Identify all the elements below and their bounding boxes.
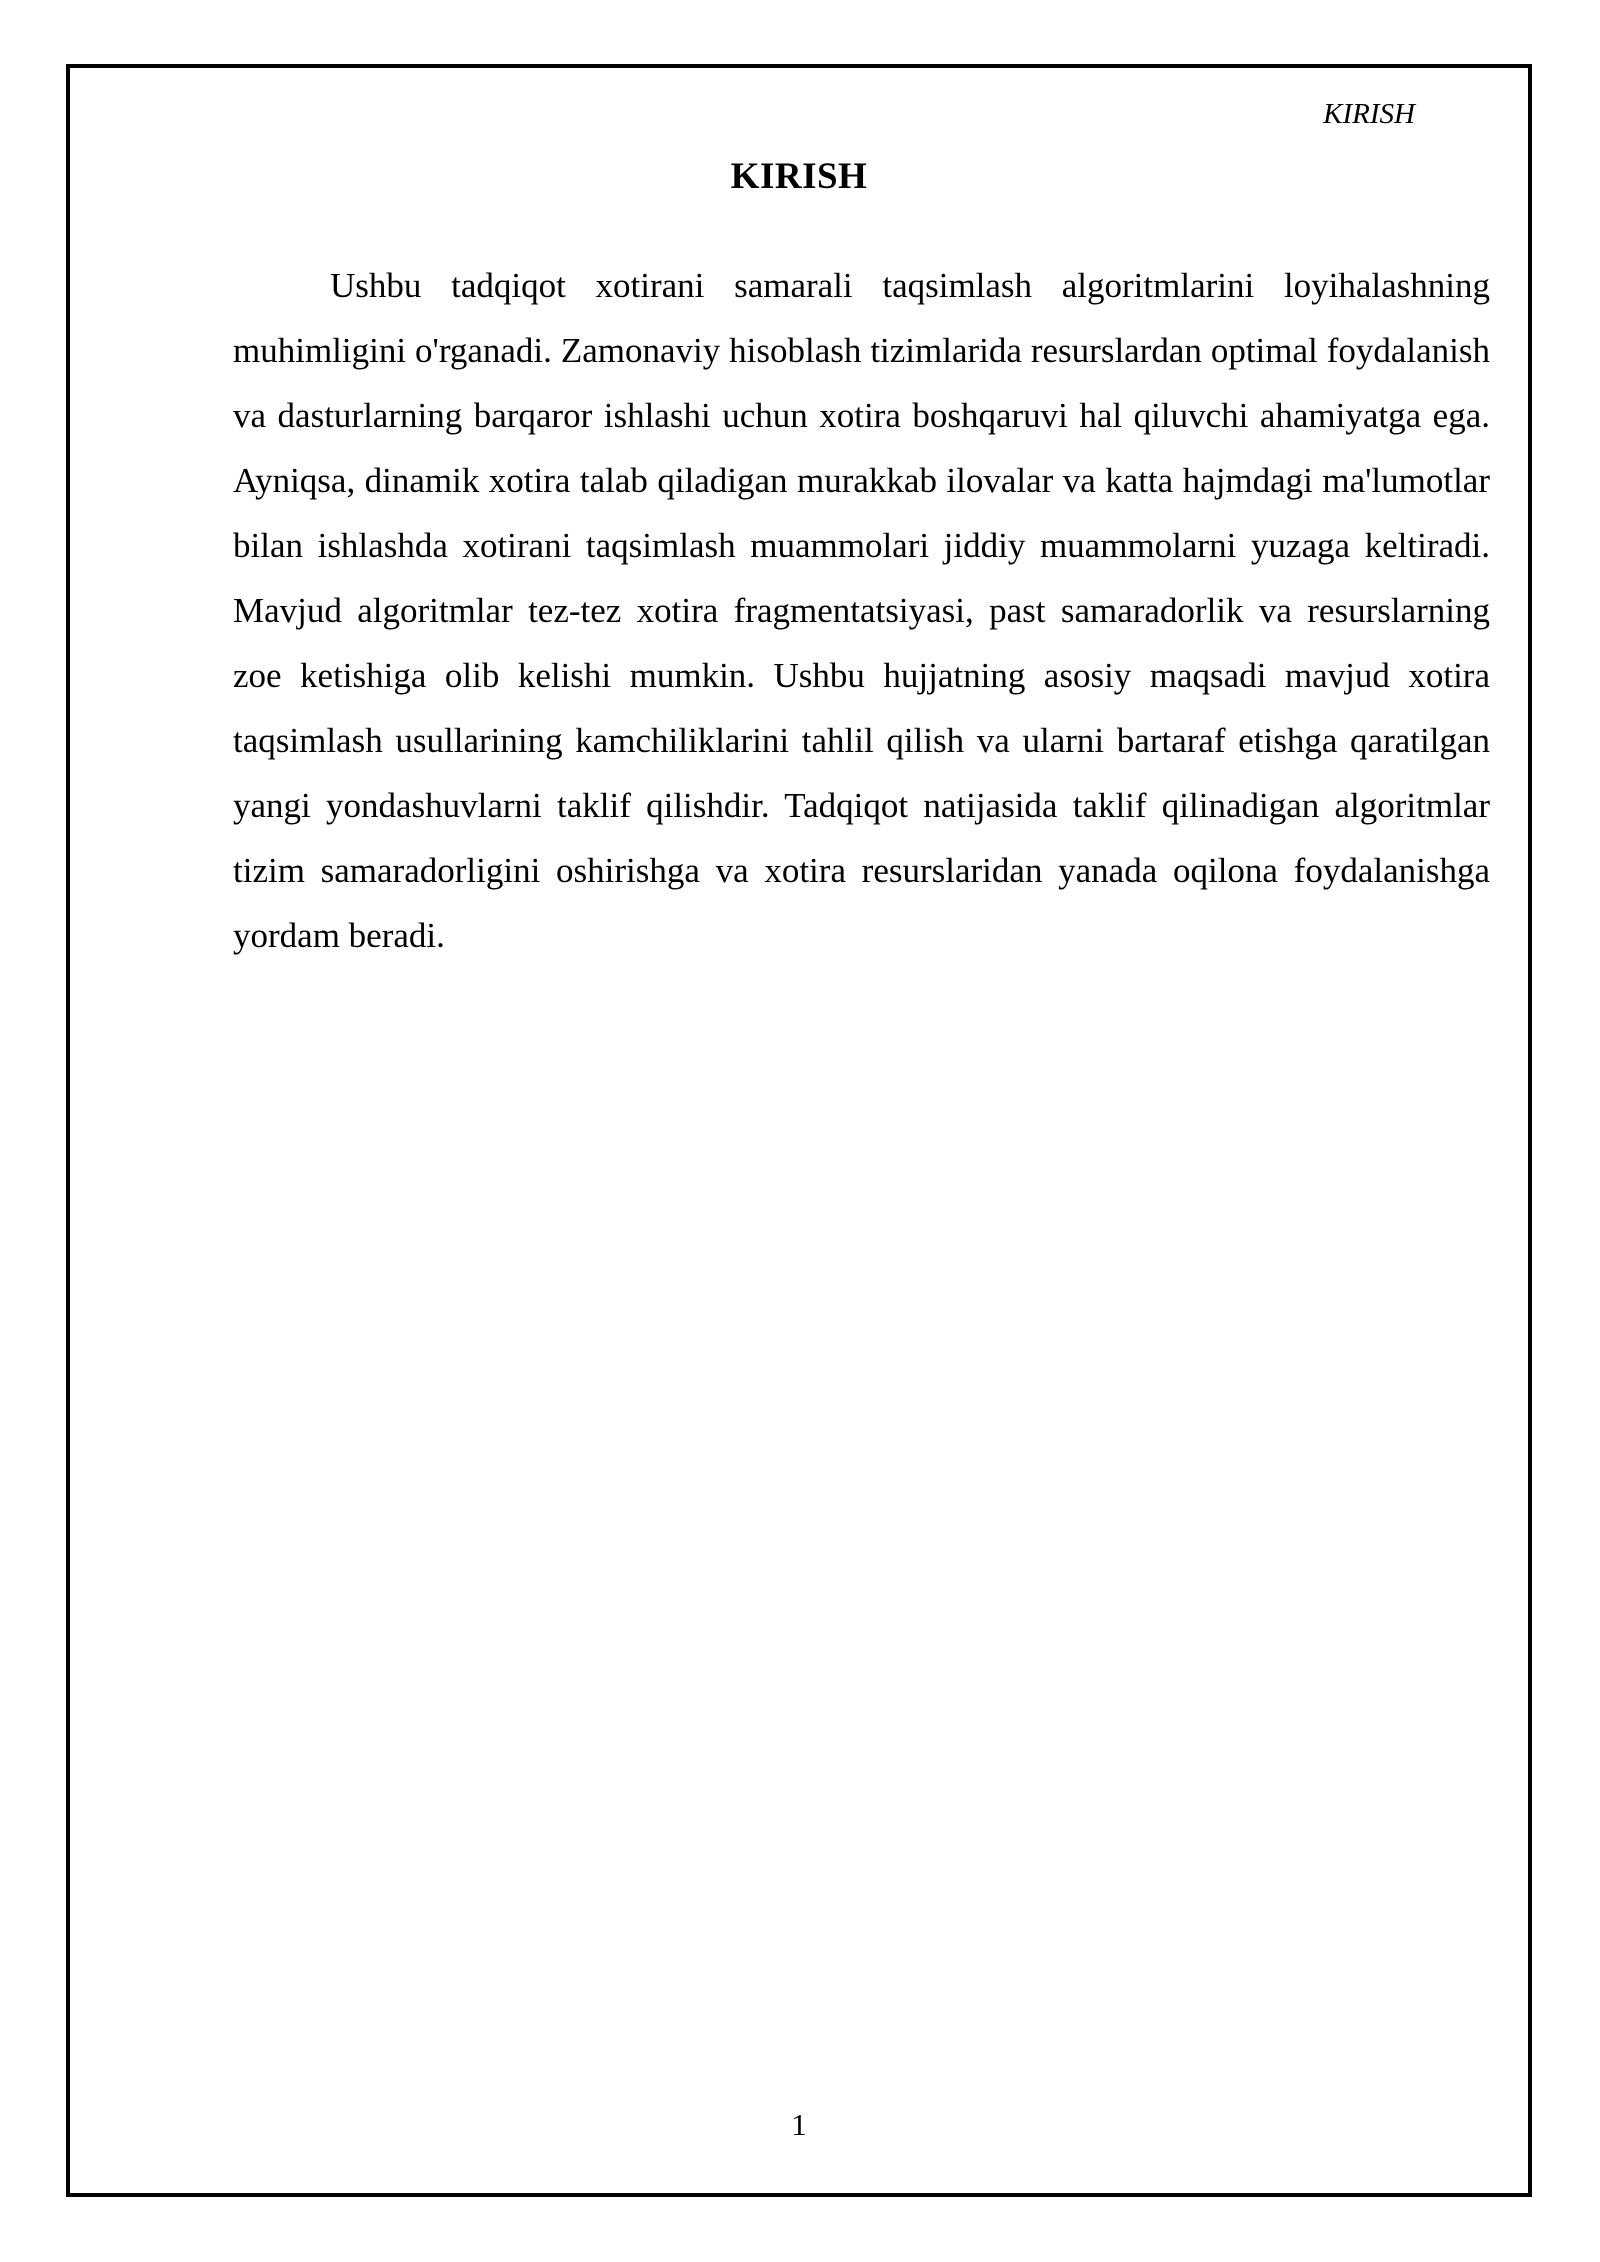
chapter-title: KIRISH [730, 156, 868, 197]
body-paragraph: Ushbu tadqiqot xotirani samarali taqsimlash algoritmlarini loyihalashning muhimligini o'rganadi. Zamonaviy hisoblash tizimlarida resurslardan optimal foydalanish va dasturlarning barqaror ishlashi uchun xotira boshqaruvi hal qiluvchi ahamiyatga ega. Ayniqsa, dinamik xotira talab qiladigan murakkab ilovalar va katta hajmdagi ma'lumotlar bilan ishlashda xotirani taqsimlash muammolari jiddiy muammolarni yuzaga keltiradi. Mavjud algoritmlar tez-tez xotira fragmentatsiyasi, past samaradorlik va resurslarning zoe ketishiga olib kelishi mumkin. Ushbu hujjatning asosiy maqsadi mavjud xotira taqsimlash usullarining kamchiliklarini tahlil qilish va ularni bartaraf etishga qaratilgan yangi yondashuvlarni taklif qilishdir. Tadqiqot natijasida taklif qilinadigan algoritmlar tizim samaradorligini oshirishga va xotira resurslaridan yanada oqilona foydalanishga yordam beradi. [233, 266, 1490, 955]
page-number: 1 [791, 2107, 807, 2142]
page-border [66, 64, 1532, 2197]
running-header: KIRISH [1323, 98, 1415, 130]
